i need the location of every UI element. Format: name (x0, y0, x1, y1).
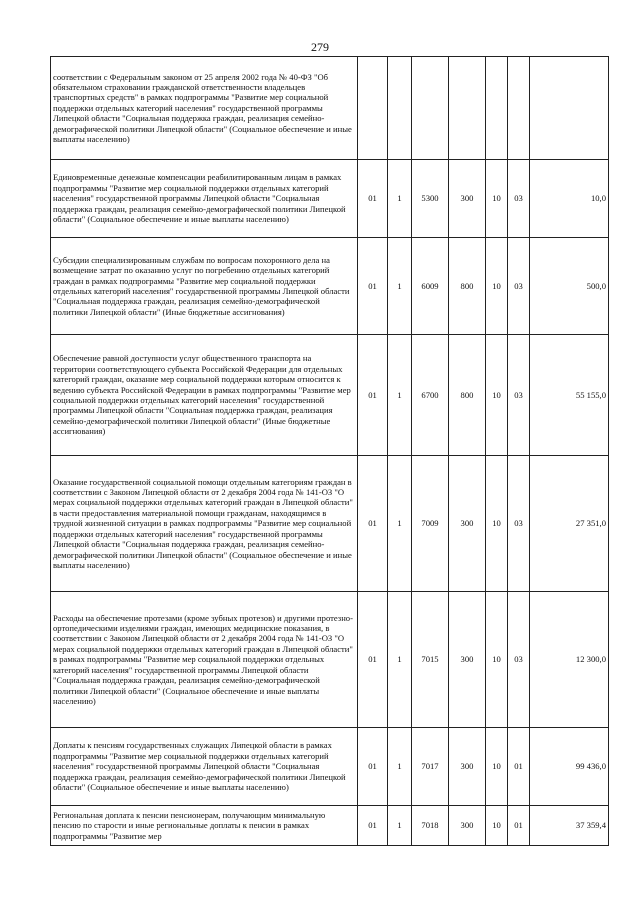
amount-value: 55 155,0 (530, 335, 609, 456)
subsection-code: 01 (508, 728, 530, 806)
budget-table (50, 56, 609, 846)
expense-type-code: 300 (449, 592, 486, 728)
section-code: 10 (486, 806, 508, 846)
amount-value: 99 436,0 (530, 728, 609, 806)
expense-type-code: 300 (449, 456, 486, 592)
table-row (51, 806, 609, 846)
amount-value: 27 351,0 (530, 456, 609, 592)
program-code: 01 (358, 728, 388, 806)
subsection-code: 03 (508, 592, 530, 728)
subsection-code: 01 (508, 806, 530, 846)
row-description: Единовременные денежные компенсации реабилитированным лицам в рамках подпрограммы "Развитие мер социальной поддержки отдельных категорий населения" государственной программы Липецкой области "Социальная поддержка граждан, реализация семейно-демографической политики Липецкой области" (Социальное обеспечение и иные выплаты населению) (51, 160, 358, 238)
section-code: 10 (486, 728, 508, 806)
program-code: 01 (358, 335, 388, 456)
row-description: Обеспечение равной доступности услуг общественного транспорта на территории соответствующего субъекта Российской Федерации для отдельных категорий граждан, оказание мер социальной поддержки которым относится к ведению субъекта Российской Федерации в рамках подпрограммы "Развитие мер социальной поддержки отдельных категорий населения" государственной программы Липецкой области "Социальная поддержка граждан, реализация семейно-демографической политики Липецкой области" (Иные бюджетные ассигнования) (51, 335, 358, 456)
page-number: 279 (311, 40, 329, 54)
amount-value (530, 57, 609, 160)
program-code: 01 (358, 160, 388, 238)
expense-type-code: 300 (449, 806, 486, 846)
amount-value: 10,0 (530, 160, 609, 238)
subsection-code (508, 57, 530, 160)
table-row (51, 57, 609, 160)
table-row (51, 335, 609, 456)
row-description: Расходы на обеспечение протезами (кроме зубных протезов) и другими протезно-ортопедическими изделиями граждан, имеющих медицинские показания, в соответствии с Законом Липецкой области от 2 декабря 2004 года № 141-ОЗ "О мерах социальной поддержки отдельных категорий граждан в Липецкой области" в рамках подпрограммы "Развитие мер социальной поддержки отдельных категорий населения" государственной программы Липецкой области "Социальная поддержка граждан, реализация семейно-демографической политики Липецкой области" (Социальное обеспечение и иные выплаты населению) (51, 592, 358, 728)
target-article-code: 7009 (412, 456, 449, 592)
row-description: Оказание государственной социальной помощи отдельным категориям граждан в соответствии с Законом Липецкой области от 2 декабря 2004 года № 141-ОЗ "О мерах социальной поддержки отдельных категорий граждан в Липецкой области" в части предоставления материальной помощи гражданам, находящимся в трудной жизненной ситуации в рамках подпрограммы "Развитие мер социальной поддержки отдельных категорий населения" государственной программы Липецкой области "Социальная поддержка граждан, реализация семейно-демографической политики Липецкой области" (Социальное обеспечение и иные выплаты населению) (51, 456, 358, 592)
target-article-code (412, 57, 449, 160)
expense-type-code: 300 (449, 160, 486, 238)
program-code (358, 57, 388, 160)
program-code: 01 (358, 806, 388, 846)
subprogram-code: 1 (388, 160, 412, 238)
program-code: 01 (358, 456, 388, 592)
row-description: Доплаты к пенсиям государственных служащих Липецкой области в рамках подпрограммы "Развитие мер социальной поддержки отдельных категорий населения" государственной программы Липецкой области "Социальная поддержка граждан, реализация семейно-демографической политики Липецкой области" (Социальное обеспечение и иные выплаты населению) (51, 728, 358, 806)
target-article-code: 7015 (412, 592, 449, 728)
section-code: 10 (486, 335, 508, 456)
section-code: 10 (486, 592, 508, 728)
subsection-code: 03 (508, 456, 530, 592)
program-code: 01 (358, 592, 388, 728)
target-article-code: 6009 (412, 238, 449, 335)
row-description: соответствии с Федеральным законом от 25 апреля 2002 года № 40-ФЗ "Об обязательном страховании гражданской ответственности владельцев транспортных средств" в рамках подпрограммы "Развитие мер социальной поддержки отдельных категорий населения" государственной программы Липецкой области "Социальная поддержка граждан, реализация семейно-демографической политики Липецкой области" (Социальное обеспечение и иные выплаты населению) (51, 57, 358, 160)
row-description: Субсидии специализированным службам по вопросам похоронного дела на возмещение затрат по оказанию услуг по погребению отдельных категорий граждан в рамках подпрограммы "Развитие мер социальной поддержки отдельных категорий населения" государственной программы Липецкой области "Социальная поддержка граждан, реализация семейно-демографической политики Липецкой области" (Иные бюджетные ассигнования) (51, 238, 358, 335)
section-code: 10 (486, 456, 508, 592)
subprogram-code: 1 (388, 728, 412, 806)
expense-type-code (449, 57, 486, 160)
amount-value: 37 359,4 (530, 806, 609, 846)
subprogram-code: 1 (388, 238, 412, 335)
subprogram-code: 1 (388, 335, 412, 456)
expense-type-code: 800 (449, 238, 486, 335)
amount-value: 500,0 (530, 238, 609, 335)
section-code: 10 (486, 238, 508, 335)
target-article-code: 7018 (412, 806, 449, 846)
subprogram-code (388, 57, 412, 160)
table-row (51, 238, 609, 335)
expense-type-code: 300 (449, 728, 486, 806)
table-row (51, 456, 609, 592)
section-code (486, 57, 508, 160)
table-row (51, 160, 609, 238)
target-article-code: 5300 (412, 160, 449, 238)
program-code: 01 (358, 238, 388, 335)
subprogram-code: 1 (388, 592, 412, 728)
amount-value: 12 300,0 (530, 592, 609, 728)
subsection-code: 03 (508, 238, 530, 335)
table-row (51, 728, 609, 806)
section-code: 10 (486, 160, 508, 238)
target-article-code: 6700 (412, 335, 449, 456)
subsection-code: 03 (508, 335, 530, 456)
subprogram-code: 1 (388, 806, 412, 846)
subsection-code: 03 (508, 160, 530, 238)
table-row (51, 592, 609, 728)
expense-type-code: 800 (449, 335, 486, 456)
subprogram-code: 1 (388, 456, 412, 592)
target-article-code: 7017 (412, 728, 449, 806)
row-description: Региональная доплата к пенсии пенсионерам, получающим минимальную пенсию по старости и иные региональные доплаты к пенсии в рамках подпрограммы "Развитие мер (51, 806, 358, 846)
